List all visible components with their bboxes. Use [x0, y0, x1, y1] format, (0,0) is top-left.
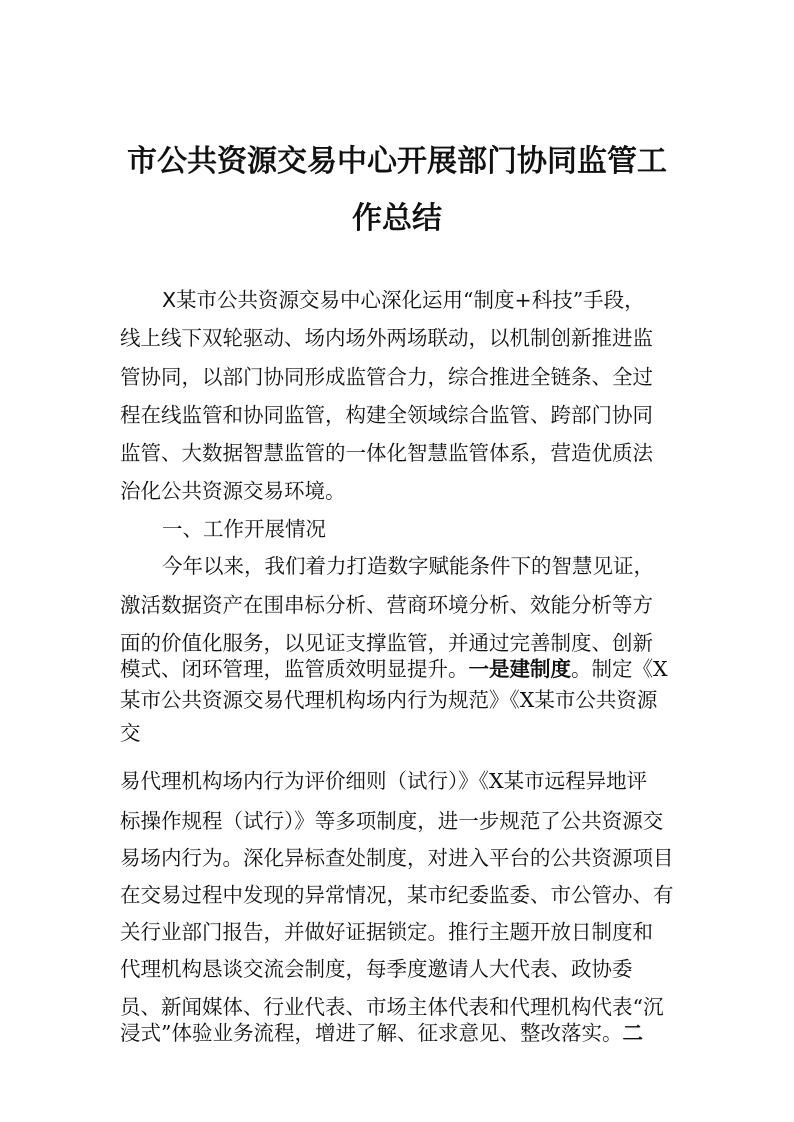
paragraph-2-line-5: [120, 687, 657, 713]
paragraph-2-text: 模式、闭环管理，监管质效明显提升。: [120, 657, 469, 681]
paragraph-2-line-4: [120, 656, 668, 682]
paragraph-2-line-13: 员、新闻媒体、行业代表、市场主体代表和代理机构代表“沉: [120, 995, 664, 1019]
paragraph-2-text: 易代理机构场内行为评价细则（试行）》《X: [120, 769, 504, 793]
city-name: 某市: [534, 688, 576, 712]
paragraph-1-line-2: 线上线下双轮驱动、场内场外两场联动，以机制创新推进监: [120, 326, 653, 350]
paragraph-1-line-5: 监管、大数据智慧监管的一体化智慧监管体系，营造优质法: [120, 441, 653, 465]
paragraph-2-line-11: 关行业部门报告，并做好证据锁定。推行主题开放日制度和: [120, 920, 653, 944]
paragraph-2-line-12: 代理机构恳谈交流会制度，每季度邀请人大代表、政协委: [120, 957, 633, 981]
paragraph-2-text: 远程异地评: [544, 769, 648, 793]
paragraph-2-line-3: 面的价值化服务，以见证支撑监管，并通过完善制度、创新: [120, 631, 653, 655]
paragraph-2-text: 公共资源交易代理机构场内行为规范》《X: [161, 688, 535, 712]
paragraph-2-line-2: 激活数据资产在围串标分析、营商环境分析、效能分析等方: [120, 593, 653, 617]
city-name: 某市: [120, 688, 161, 712]
paragraph-1-line-3: 管协同，以部门协同形成监管合力，综合推进全链条、全过: [120, 365, 653, 389]
paragraph-1-line-6: 治化公共资源交易环境。: [120, 479, 346, 503]
bold-point-two: 二: [622, 1021, 643, 1045]
city-name: 某市: [503, 769, 545, 793]
paragraph-2-line-6: 交: [120, 721, 141, 745]
paragraph-1-line-1: [162, 287, 645, 313]
section-heading: 一、工作开展情况: [162, 517, 326, 541]
paragraph-2-line-9: 易场内行为。深化异标查处制度，对进入平台的公共资源项目: [120, 846, 674, 870]
paragraph-1-text: 公共资源交易中心深化运用“制度+科技”手段，: [217, 288, 645, 312]
paragraph-2-line-8: 标操作规程（试行）》等多项制度，进一步规范了公共资源交: [120, 809, 664, 833]
paragraph-2-line-1: 今年以来，我们着力打造数字赋能条件下的智慧见证，: [162, 554, 654, 578]
bold-point-one: 一是建制度: [468, 657, 571, 681]
paragraph-2-line-14: [120, 1020, 643, 1046]
paragraph-1-line-4: 程在线监管和协同监管，构建全领域综合监管、跨部门协同: [120, 403, 653, 427]
paragraph-2-line-10: 在交易过程中发现的异常情况，某市纪委监委、市公管办、有: [120, 883, 674, 907]
city-name: X某市: [162, 288, 218, 312]
document-title-line-2: 作总结: [352, 201, 442, 236]
paragraph-2-line-7: [120, 768, 647, 794]
paragraph-2-text: 。制定《X: [571, 657, 668, 681]
document-title-line-1: 市公共资源交易中心开展部门协同监管工: [127, 144, 667, 179]
paragraph-2-text: 公共资源: [575, 688, 658, 712]
paragraph-2-text: 浸式”体验业务流程，增进了解、征求意见、整改落实。: [120, 1021, 623, 1045]
